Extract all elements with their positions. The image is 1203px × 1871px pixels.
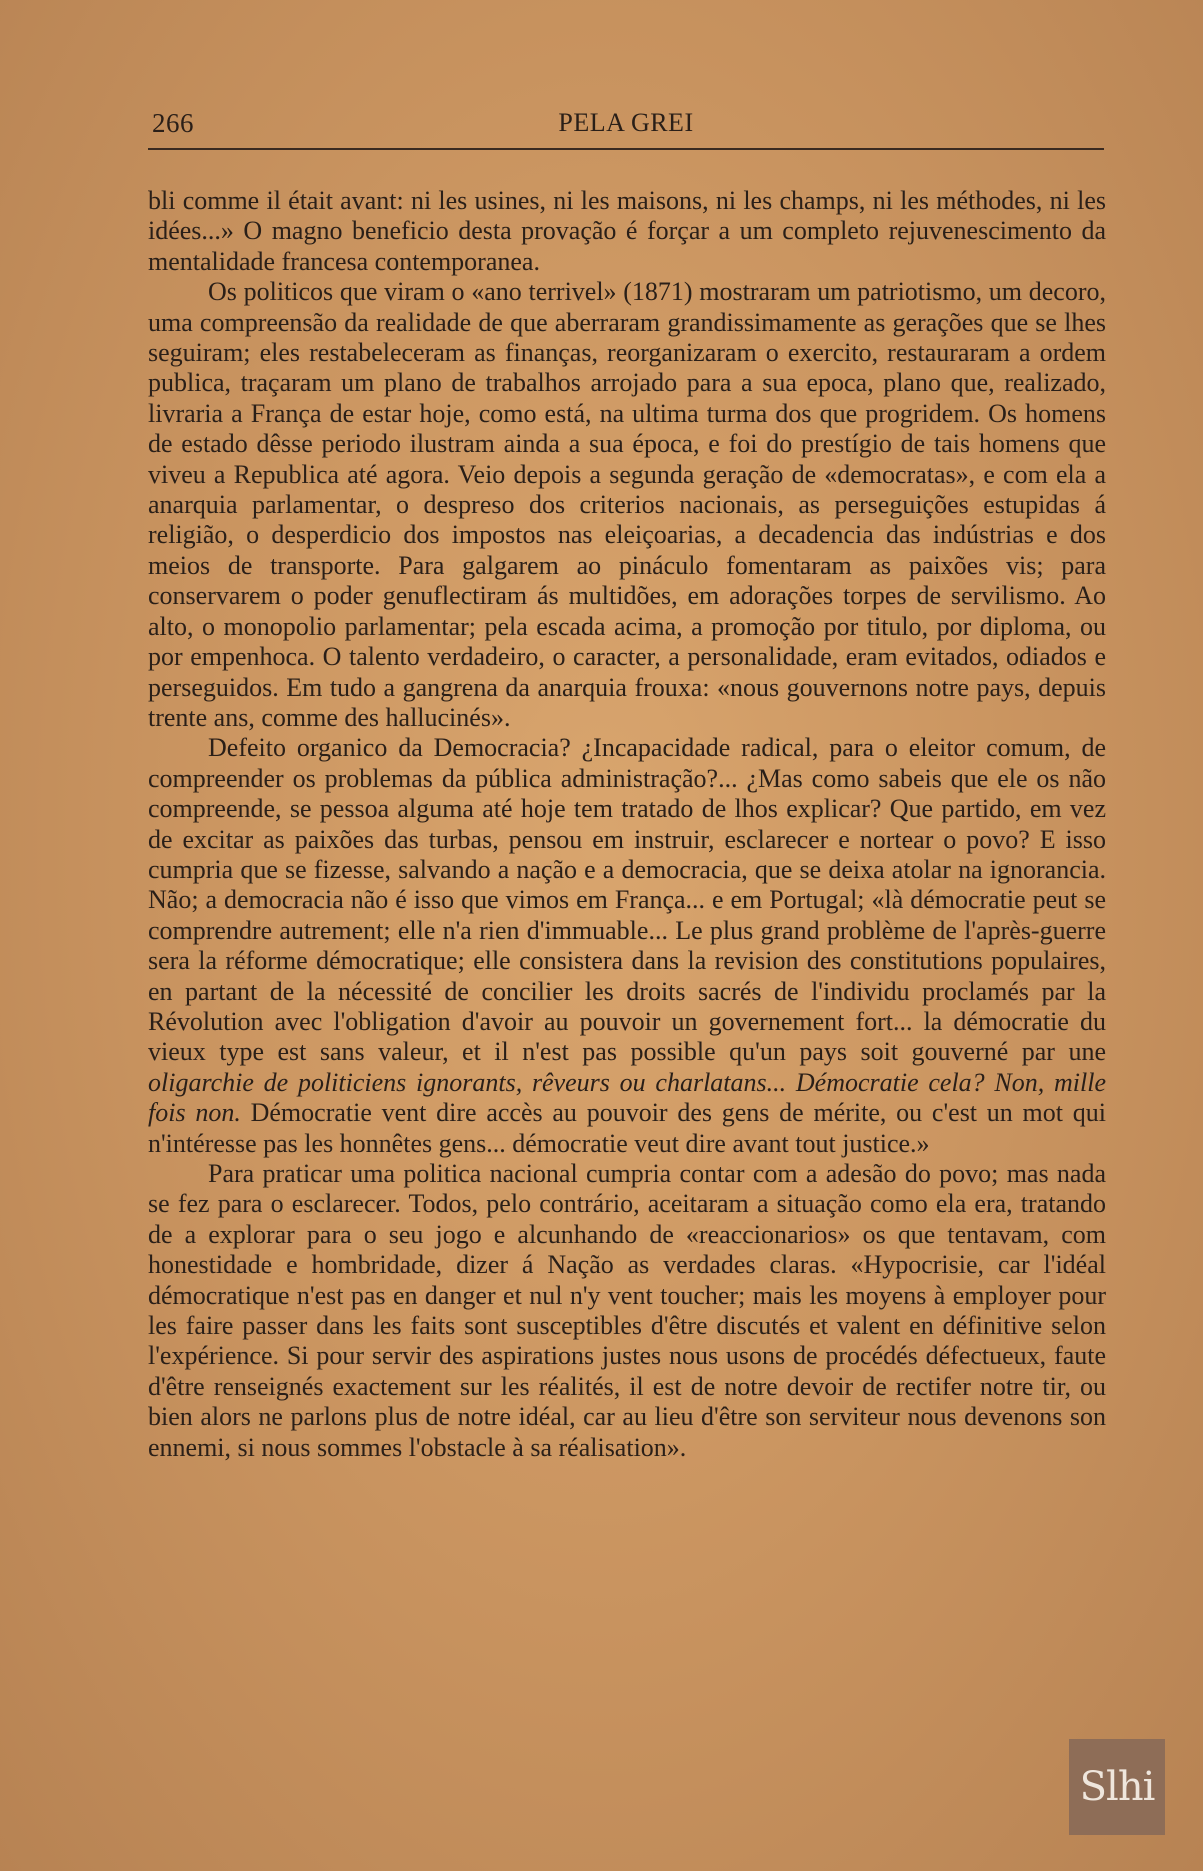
paragraph-4-text: Para praticar uma politica nacional cumpria contar com a adesão do povo; mas nada se fez para o esclarecer. Todos, pelo contrário, aceitaram a situação como ela era, tratando de a explorar para o seu jogo e alcunhando de «reaccionarios» os que tentavam, com honestidade e hombridade, dizer á Nação as verdades claras. «Hypocrisie, car l'idéal démocratique n'est pas en danger et nul n'y vent toucher; mais les moyens à employer pour les faire passer dans les faits sont susceptibles d'être discutés et valent en définitive selon l'expérience. Si pour servir des aspirations justes nous usons de procédés défectueux, faute d'être renseignés exactement sur les réalités, il est de notre devoir de rectifer notre tir, ou bien alors ne parlons plus de notre idéal, car au lieu d'être son serviteur nous devenons son ennemi, si nous sommes l'obstacle à sa réalisation».	[148, 1159, 1106, 1462]
paragraph-1-text: bli comme il était avant: ni les usines, ni les maisons, ni les champs, ni les méthodes, ni les idées...» O magno beneficio desta provação é forçar a um completo rejuvenescimento da mentalidade francesa contemporanea.	[148, 186, 1106, 276]
paragraph-3	[148, 733, 1106, 1159]
page-header	[148, 108, 1104, 144]
page-number: 266	[152, 108, 194, 138]
paragraph-3-italic-quote: oligarchie de politiciens ignorants, rêveurs ou charlatans... Démocratie cela? Non, mille fois non.	[148, 1067, 1106, 1128]
paragraph-3-text-a: Defeito organico da Democracia? ¿Incapacidade radical, para o eleitor comum, de compreender os problemas da pública administração?... ¿Mas como sabeis que ele os não compreende, se pessoa alguma até hoje tem tratado de lhos explicar? Que partido, em vez de excitar as paixões das turbas, pensou em instruir, esclarecer e nortear o povo? E isso cumpria que se fizesse, salvando a nação e a democracia, que se deixa atolar na ignorancia. Não; a democracia não é isso que vimos em França... e em Portugal; «là démocratie peut se comprendre autrement; elle n'a rien d'immuable... Le plus grand problème de l'après-guerre sera la réforme démocratique; elle consistera dans la revision des constitutions populaires, en partant de la nécessité de concilier les droits sacrés de l'individu proclamés par la Révolution avec l'obligation d'avoir au pouvoir un governement fort... la démocratie du vieux type est sans valeur, et il n'est pas possible qu'un pays soit gouverné par une	[148, 733, 1106, 1067]
paragraph-1	[148, 186, 1106, 277]
paragraph-3-text-b: Démocratie vent dire accès au pouvoir des gens de mérite, ou c'est un mot qui n'intéresse pas les honnêtes gens... démocratie veut dire avant tout justice.»	[148, 1098, 1106, 1158]
body-text	[148, 186, 1106, 1463]
paragraph-4	[148, 1159, 1106, 1463]
paragraph-2-text: Os politicos que viram o «ano terrivel» (1871) mostraram um patriotismo, um decoro, uma compreensão da realidade de que aberraram grandissimamente as gerações que se lhes seguiram; eles restabeleceram as finanças, reorganizaram o exercito, restauraram a ordem publica, traçaram um plano de trabalhos arrojado para a sua epoca, plano que, realizado, livraria a França de estar hoje, como está, na ultima turma dos que progridem. Os homens de estado dêsse periodo ilustram ainda a sua época, e foi do prestígio de tais homens que viveu a Republica até agora. Veio depois a segunda geração de «democratas», e com ela a anarquia parlamentar, o despreso dos criterios nacionais, as perseguições estupidas á religião, o desperdicio dos impostos nas eleiçoarias, a decadencia das indústrias e dos meios de transporte. Para galgarem ao pináculo fomentaram as paixões vis; para conservarem o poder genuflectiram ás multidões, em adorações torpes de servilismo. Ao alto, o monopolio parlamentar; pela escada acima, a promoção por titulo, por diploma, ou por empenhoca. O talento verdadeiro, o caracter, a personalidade, eram evitados, odiados e perseguidos. Em tudo a gangrena da anarquia frouxa: «nous gouvernons notre pays, depuis trente ans, comme des hallucinés».	[148, 277, 1106, 732]
running-title: PELA GREI	[558, 108, 694, 137]
library-logo	[1069, 1739, 1165, 1835]
library-logo-text: Slhi	[1079, 1764, 1155, 1810]
paragraph-2	[148, 277, 1106, 733]
header-rule	[148, 148, 1104, 150]
